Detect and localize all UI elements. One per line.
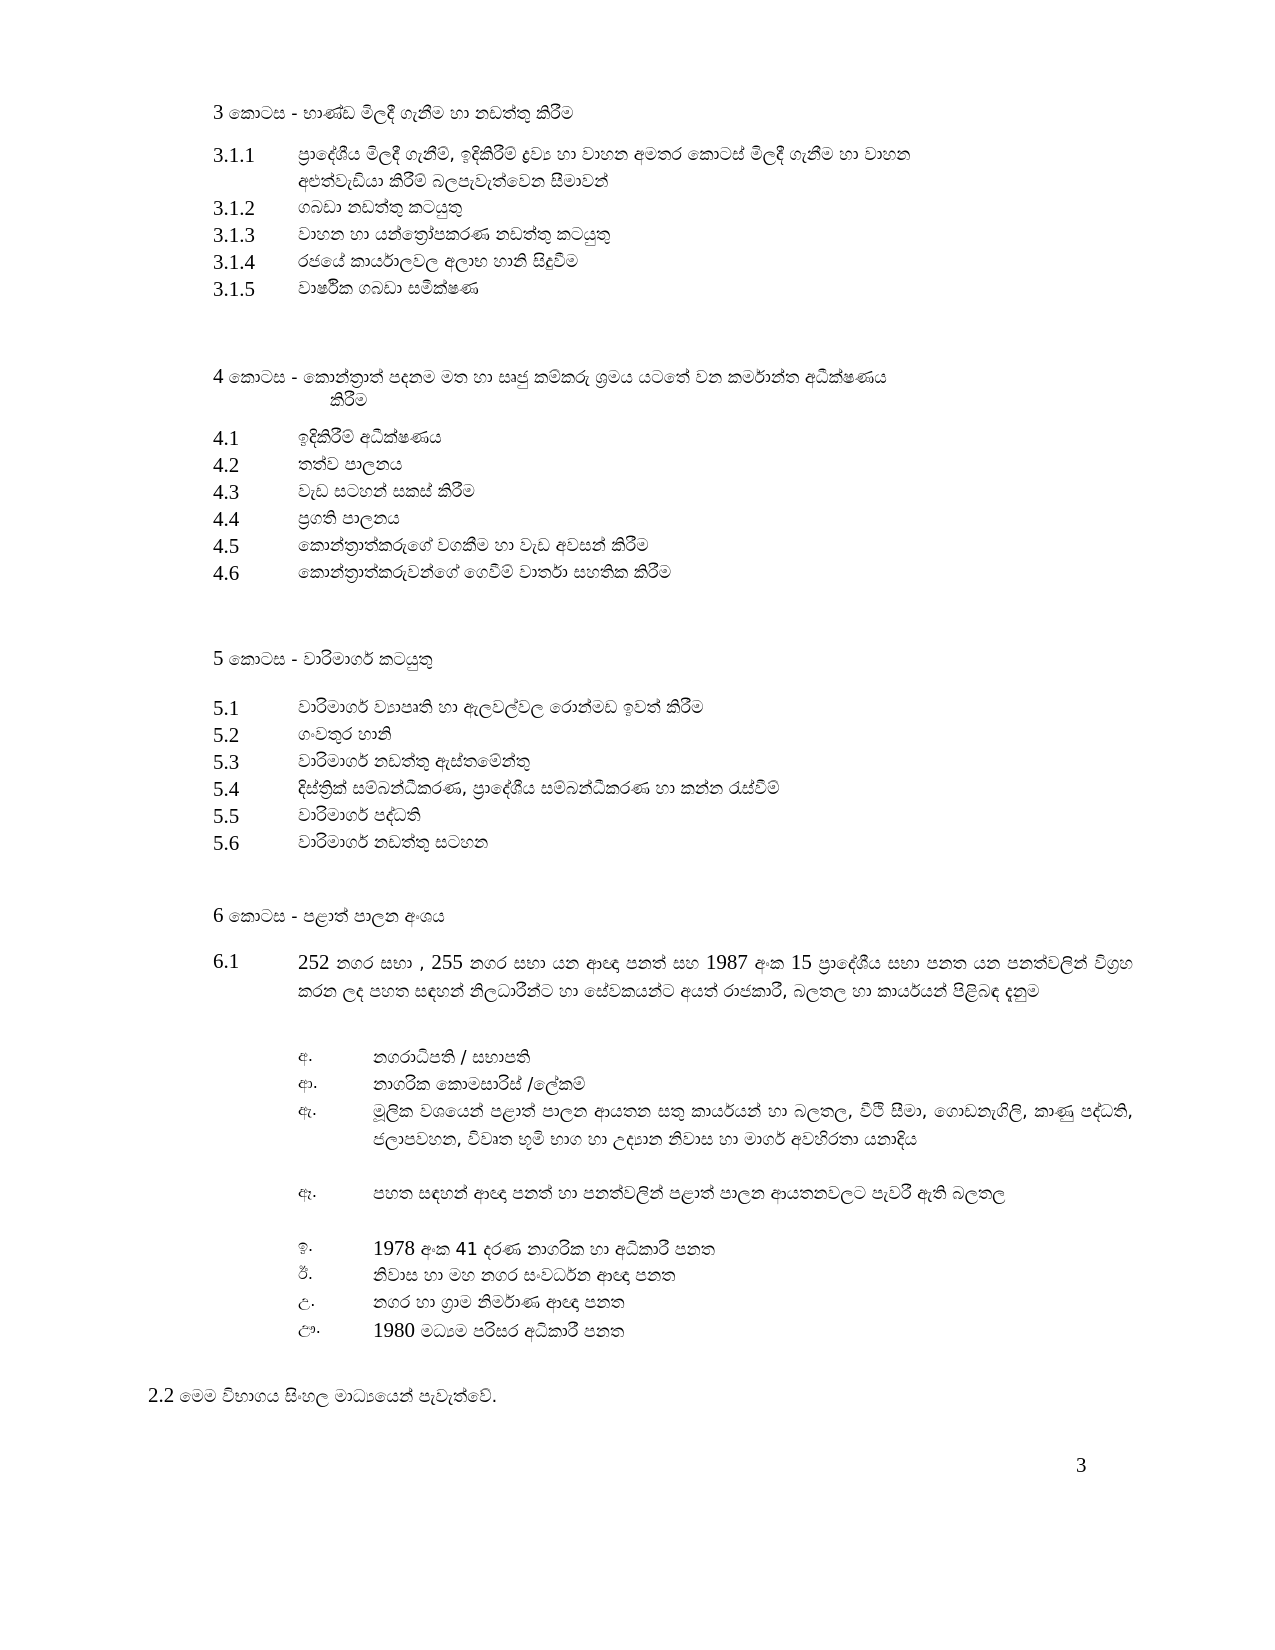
list-item bbox=[213, 277, 1133, 305]
item-text: තත්ව පාලනය bbox=[298, 455, 403, 475]
item-text: වාරිමාර්ග නඩත්තු ඇස්තමේන්තු bbox=[298, 752, 530, 772]
item-number: 6.1 bbox=[213, 949, 240, 973]
item-number: 3.1.3 bbox=[213, 223, 255, 247]
item-marker: ඌ. bbox=[298, 1318, 321, 1337]
item-text: නිවාස හා මහ නගර සංවර්ධන ආඥා පනත bbox=[373, 1266, 676, 1286]
list-item bbox=[213, 561, 1133, 589]
item-text: වාර්ෂික ගබඩා සමීක්ෂණ bbox=[298, 279, 479, 299]
item-marker: අ. bbox=[298, 1046, 313, 1065]
item-text: වාරිමාර්ග ව්‍යාපෘති හා ඇලවල්වල රොන්මඩ ඉවත් කිරීම bbox=[298, 698, 704, 718]
item-text: ඉදිකිරීම් අධීක්ෂණය bbox=[298, 428, 442, 448]
section-number: 4 bbox=[213, 364, 224, 388]
item-text: මූලික වශයෙන් පළාත් පාලන ආයතන සතු කාර්යයන් හා බලතල, වීථි සීමා, ගොඩනැගිලි, කාණු පද්ධති, ජලාපවහන, විවෘත භූමි භාග හා උද්‍යාන නිවාස හා මාර්ග අවහිරතා යනාදිය bbox=[373, 1102, 1133, 1150]
item-number: 5.5 bbox=[213, 804, 240, 828]
item-number: 3.1.1 bbox=[213, 143, 255, 167]
number-token: 15 bbox=[790, 950, 812, 974]
item-marker: ආ. bbox=[298, 1073, 318, 1092]
item-text: වැඩ සටහන් සකස් කිරීම bbox=[298, 482, 476, 502]
item-text: නාගරික කොමසාරිස් /ලේකම් bbox=[373, 1075, 586, 1095]
item-marker: උ. bbox=[298, 1291, 316, 1310]
year-token: 1978 bbox=[373, 1236, 415, 1260]
item-number: 5.1 bbox=[213, 696, 240, 720]
item-marker: ඇ. bbox=[298, 1100, 317, 1119]
section-title: කොටස - පළාත් පාලන අංශය bbox=[228, 907, 445, 927]
list-item-continuation bbox=[213, 170, 1133, 198]
item-number: 4.6 bbox=[213, 561, 240, 585]
item-number: 3.1.2 bbox=[213, 196, 255, 220]
item-number: 4.1 bbox=[213, 426, 240, 450]
item-number: 5.2 bbox=[213, 723, 240, 747]
item-text: ගංවතුර හානි bbox=[298, 725, 392, 745]
section-6-heading bbox=[213, 903, 445, 928]
list-item bbox=[213, 426, 1133, 454]
note-text: මෙම විභාගය සිංහල මාධ්‍යයෙන් පැවැත්වේ. bbox=[179, 1387, 498, 1407]
note-number: 2.2 bbox=[148, 1383, 175, 1407]
item-text: රජයේ කාර්යාලවල අලාභ හානි සිදුවීම bbox=[298, 252, 579, 272]
item-text: අළුත්වැඩියා කිරීම් බලපැවැත්වෙන සීමාවන් bbox=[298, 172, 609, 192]
item-text: වාරිමාර්ග පද්ධති bbox=[298, 806, 421, 826]
item-paragraph bbox=[298, 948, 1133, 1006]
item-text: ප්‍රගති පාලනය bbox=[298, 509, 400, 529]
list-item bbox=[213, 831, 1133, 859]
text-token: නගර සභා , bbox=[329, 954, 432, 974]
section-title-continuation bbox=[330, 391, 367, 411]
list-item bbox=[213, 534, 1133, 562]
item-number: 5.6 bbox=[213, 831, 240, 855]
page-number: 3 bbox=[1076, 1453, 1087, 1477]
item-number: 4.5 bbox=[213, 534, 240, 558]
number-token: 252 bbox=[298, 950, 330, 974]
number-token: 255 bbox=[431, 950, 463, 974]
section-3-heading bbox=[213, 100, 573, 125]
text-token: ප්‍රාදේශීය සභා පනත යන පනත්වලින් විග්‍රහ කරන ලද පහත සඳහන් නිලධාරීන්ට හා සේවකයන්ට අයත් රාජකාරී, බලතල හා කාර්යයන් පිළිබඳ දැනුම bbox=[298, 954, 1134, 1002]
list-item bbox=[213, 723, 1133, 751]
list-item bbox=[213, 480, 1133, 508]
section-title-cont-text: කිරීම bbox=[330, 391, 368, 411]
item-text bbox=[373, 1234, 1133, 1264]
item-marker: ඉ. bbox=[298, 1236, 314, 1255]
text-token: මධ්‍යම පරිසර අධිකාරී පනත bbox=[415, 1322, 625, 1342]
item-text: ප්‍රාදේශීය මිලදී ගැනීම්, ඉදිකිරීම් ද්‍රව්‍ය හා වාහන අමතර කොටස් මිලදී ගැනීම හා වාහන bbox=[298, 145, 911, 165]
item-number: 5.4 bbox=[213, 777, 240, 801]
item-marker: ඈ. bbox=[298, 1182, 317, 1201]
item-text: පහත සඳහන් ආඥා පනත් හා පනත්වලින් පළාත් පාලන ආයතනවලට පැවරී ඇති බලතල bbox=[373, 1184, 1006, 1204]
list-item bbox=[213, 696, 1133, 724]
section-title: කොටස - කොන්ත්‍රාත් පදනම මත හා සෘජු කම්කරු ශ්‍රමය යටතේ වන කර්මාන්ත අධීක්ෂණය bbox=[228, 368, 887, 388]
footer-note bbox=[148, 1383, 497, 1408]
item-text: දිස්ත්‍රික් සම්බන්ධීකරණ, ප්‍රාදේශීය සම්බන්ධීකරණ හා කන්න රැස්වීම් bbox=[298, 779, 780, 799]
item-number: 5.3 bbox=[213, 750, 240, 774]
section-number: 3 bbox=[213, 100, 224, 124]
section-5-heading bbox=[213, 646, 433, 671]
item-text: ගබඩා නඩත්තු කටයුතු bbox=[298, 198, 463, 218]
list-item bbox=[213, 143, 1133, 171]
list-item bbox=[213, 223, 1133, 251]
list-item bbox=[213, 196, 1133, 224]
item-text bbox=[373, 1316, 1133, 1346]
item-text: වාරිමාර්ග නඩත්තු සටහන bbox=[298, 833, 489, 853]
item-number: 4.2 bbox=[213, 453, 240, 477]
section-number: 5 bbox=[213, 646, 224, 670]
text-token: අංක 41 දරණ නාගරික හා අධිකාරී පනත bbox=[415, 1240, 715, 1260]
list-item bbox=[213, 804, 1133, 832]
year-token: 1980 bbox=[373, 1318, 415, 1342]
number-token: 1987 bbox=[705, 950, 748, 974]
list-item bbox=[213, 453, 1133, 481]
section-number: 6 bbox=[213, 903, 224, 927]
item-text: නගර හා ග්‍රාම නිර්මාණ ආඥා පනත bbox=[373, 1293, 625, 1313]
item-text: නගරාධිපති / සභාපති bbox=[373, 1048, 531, 1068]
item-marker: ඊ. bbox=[298, 1264, 313, 1283]
list-item bbox=[213, 777, 1133, 805]
item-number: 3.1.5 bbox=[213, 277, 255, 301]
item-number: 3.1.4 bbox=[213, 250, 255, 274]
item-number: 4.3 bbox=[213, 480, 240, 504]
text-token: නගර සභා යන ආඥා පනත් සහ bbox=[462, 954, 706, 974]
list-item bbox=[213, 250, 1133, 278]
section-title: කොටස - භාණ්ඩ මිලදී ගැනීම හා නඩත්තු කිරීම bbox=[228, 104, 574, 124]
item-text: වාහන හා යන්ත්‍රෝපකරණ නඩත්තු කටයුතු bbox=[298, 225, 611, 245]
item-text: කොන්ත්‍රාත්කරුගේ වගකීම හා වැඩ අවසන් කිරීම bbox=[298, 536, 649, 556]
list-item bbox=[213, 507, 1133, 535]
text-token: අංක bbox=[747, 954, 791, 974]
item-text: කොන්ත්‍රාත්කරුවන්ගේ ගෙවීම් වාර්තා සහතික කිරීම bbox=[298, 563, 672, 583]
section-title: කොටස - වාරිමාර්ග කටයුතු bbox=[228, 650, 433, 670]
item-number: 4.4 bbox=[213, 507, 240, 531]
list-item bbox=[213, 750, 1133, 778]
section-4-heading bbox=[213, 364, 887, 389]
